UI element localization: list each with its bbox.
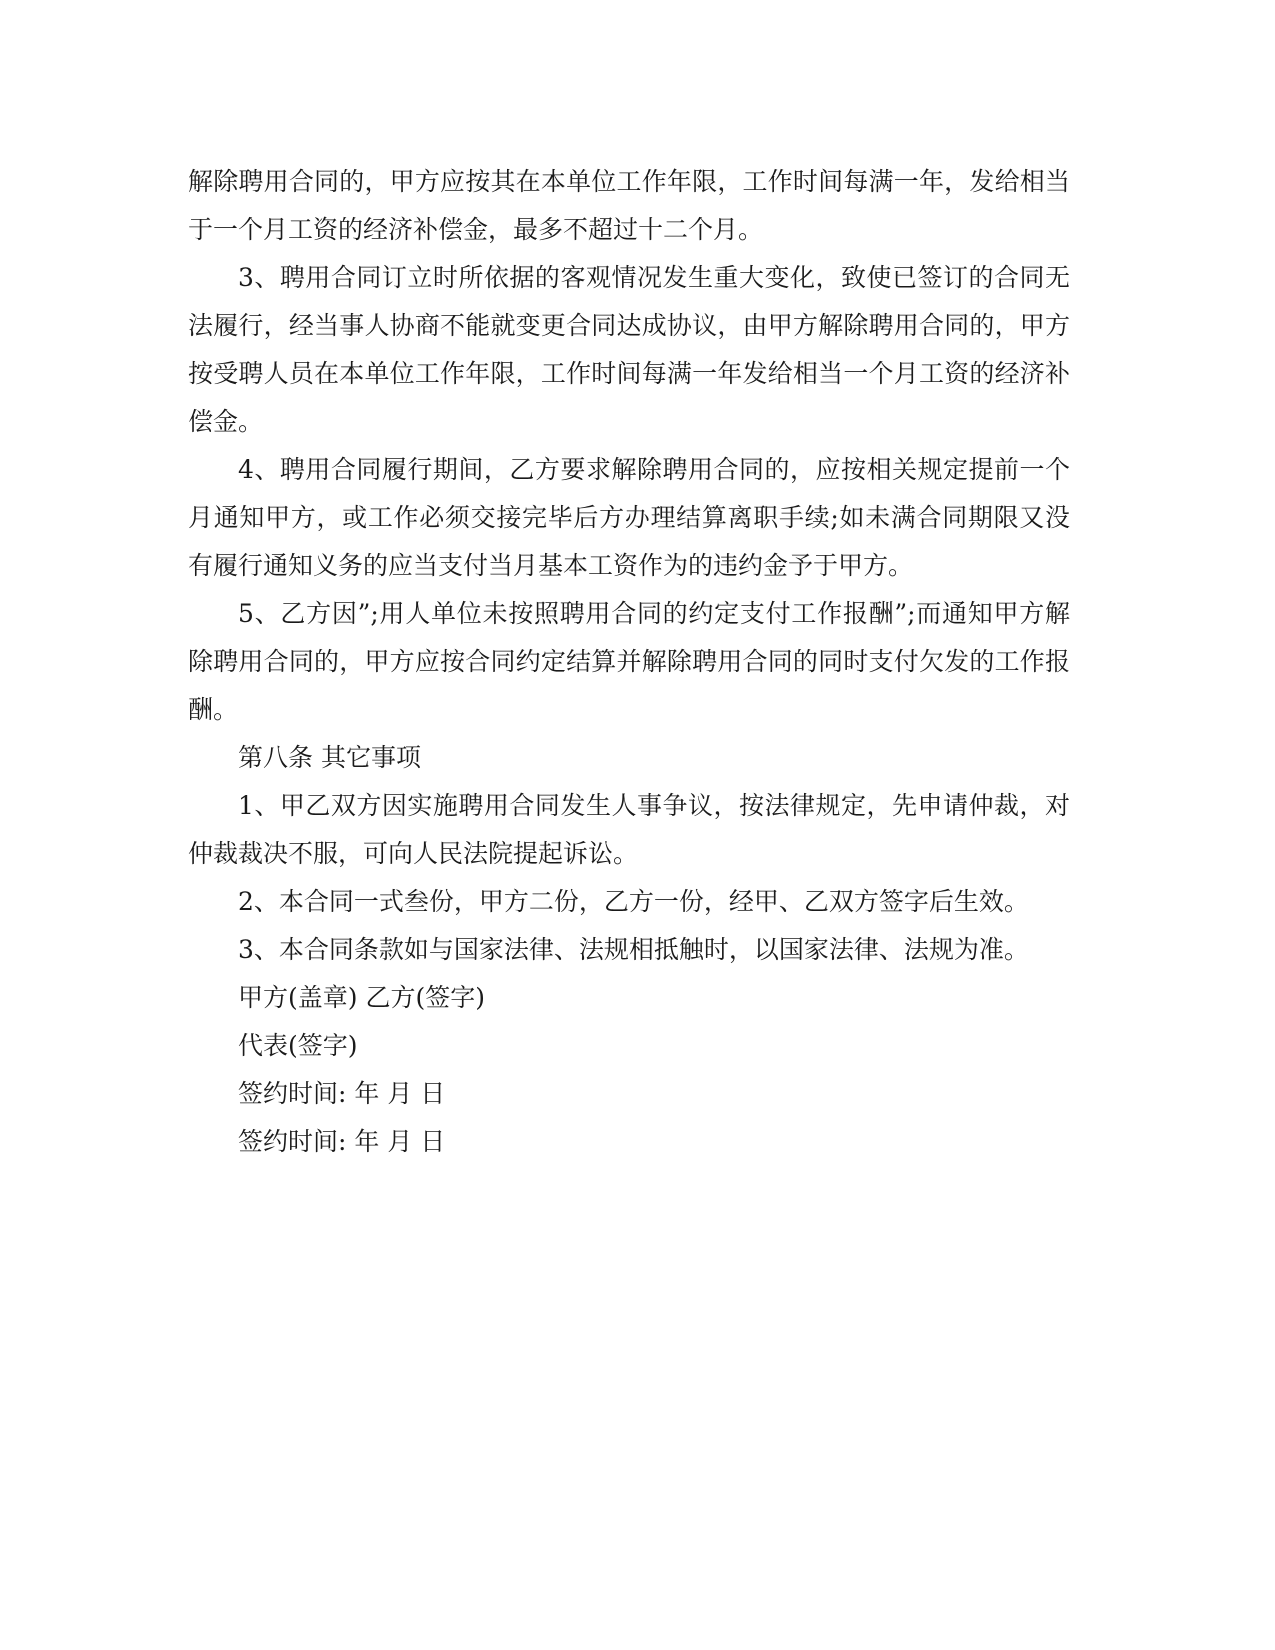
paragraph-article-8-item-1: 1、甲乙双方因实施聘用合同发生人事争议，按法律规定，先申请仲裁，对仲裁裁决不服，可向人民法院提起诉讼。 [188, 791, 1070, 868]
paragraph-severance-continued: 解除聘用合同的，甲方应按其在本单位工作年限，工作时间每满一年，发给相当于一个月工资的经济补偿金，最多不超过十二个月。 [188, 167, 1070, 244]
paragraph-article-8-item-3: 3、本合同条款如与国家法律、法规相抵触时，以国家法律、法规为准。 [238, 935, 1029, 964]
representative-signature-line: 代表(签字) [238, 1031, 358, 1060]
article-8-heading: 第八条 其它事项 [238, 743, 421, 772]
signing-date-line-2: 签约时间: 年 月 日 [238, 1127, 446, 1156]
contract-text-body [188, 158, 1070, 1166]
paragraph-clause-4-employee-termination: 4、聘用合同履行期间，乙方要求解除聘用合同的，应按相关规定提前一个月通知甲方，或工作必须交接完毕后方办理结算离职手续;如未满合同期限又没有履行通知义务的应当支付当月基本工资作为的违约金予于甲方。 [188, 455, 1070, 580]
paragraph-article-8-item-2: 2、本合同一式叁份，甲方二份，乙方一份，经甲、乙双方签字后生效。 [238, 887, 1029, 916]
signing-date-line-1: 签约时间: 年 月 日 [238, 1079, 446, 1108]
paragraph-clause-5-unpaid-remuneration: 5、乙方因”;用人单位未按照聘用合同的约定支付工作报酬”;而通知甲方解除聘用合同的，甲方应按合同约定结算并解除聘用合同的同时支付欠发的工作报酬。 [188, 599, 1070, 724]
signature-parties-line: 甲方(盖章) 乙方(签字) [238, 983, 485, 1012]
paragraph-clause-3-objective-change: 3、聘用合同订立时所依据的客观情况发生重大变化，致使已签订的合同无法履行，经当事人协商不能就变更合同达成协议，由甲方解除聘用合同的，甲方按受聘人员在本单位工作年限，工作时间每满一年发给相当一个月工资的经济补偿金。 [188, 263, 1070, 436]
